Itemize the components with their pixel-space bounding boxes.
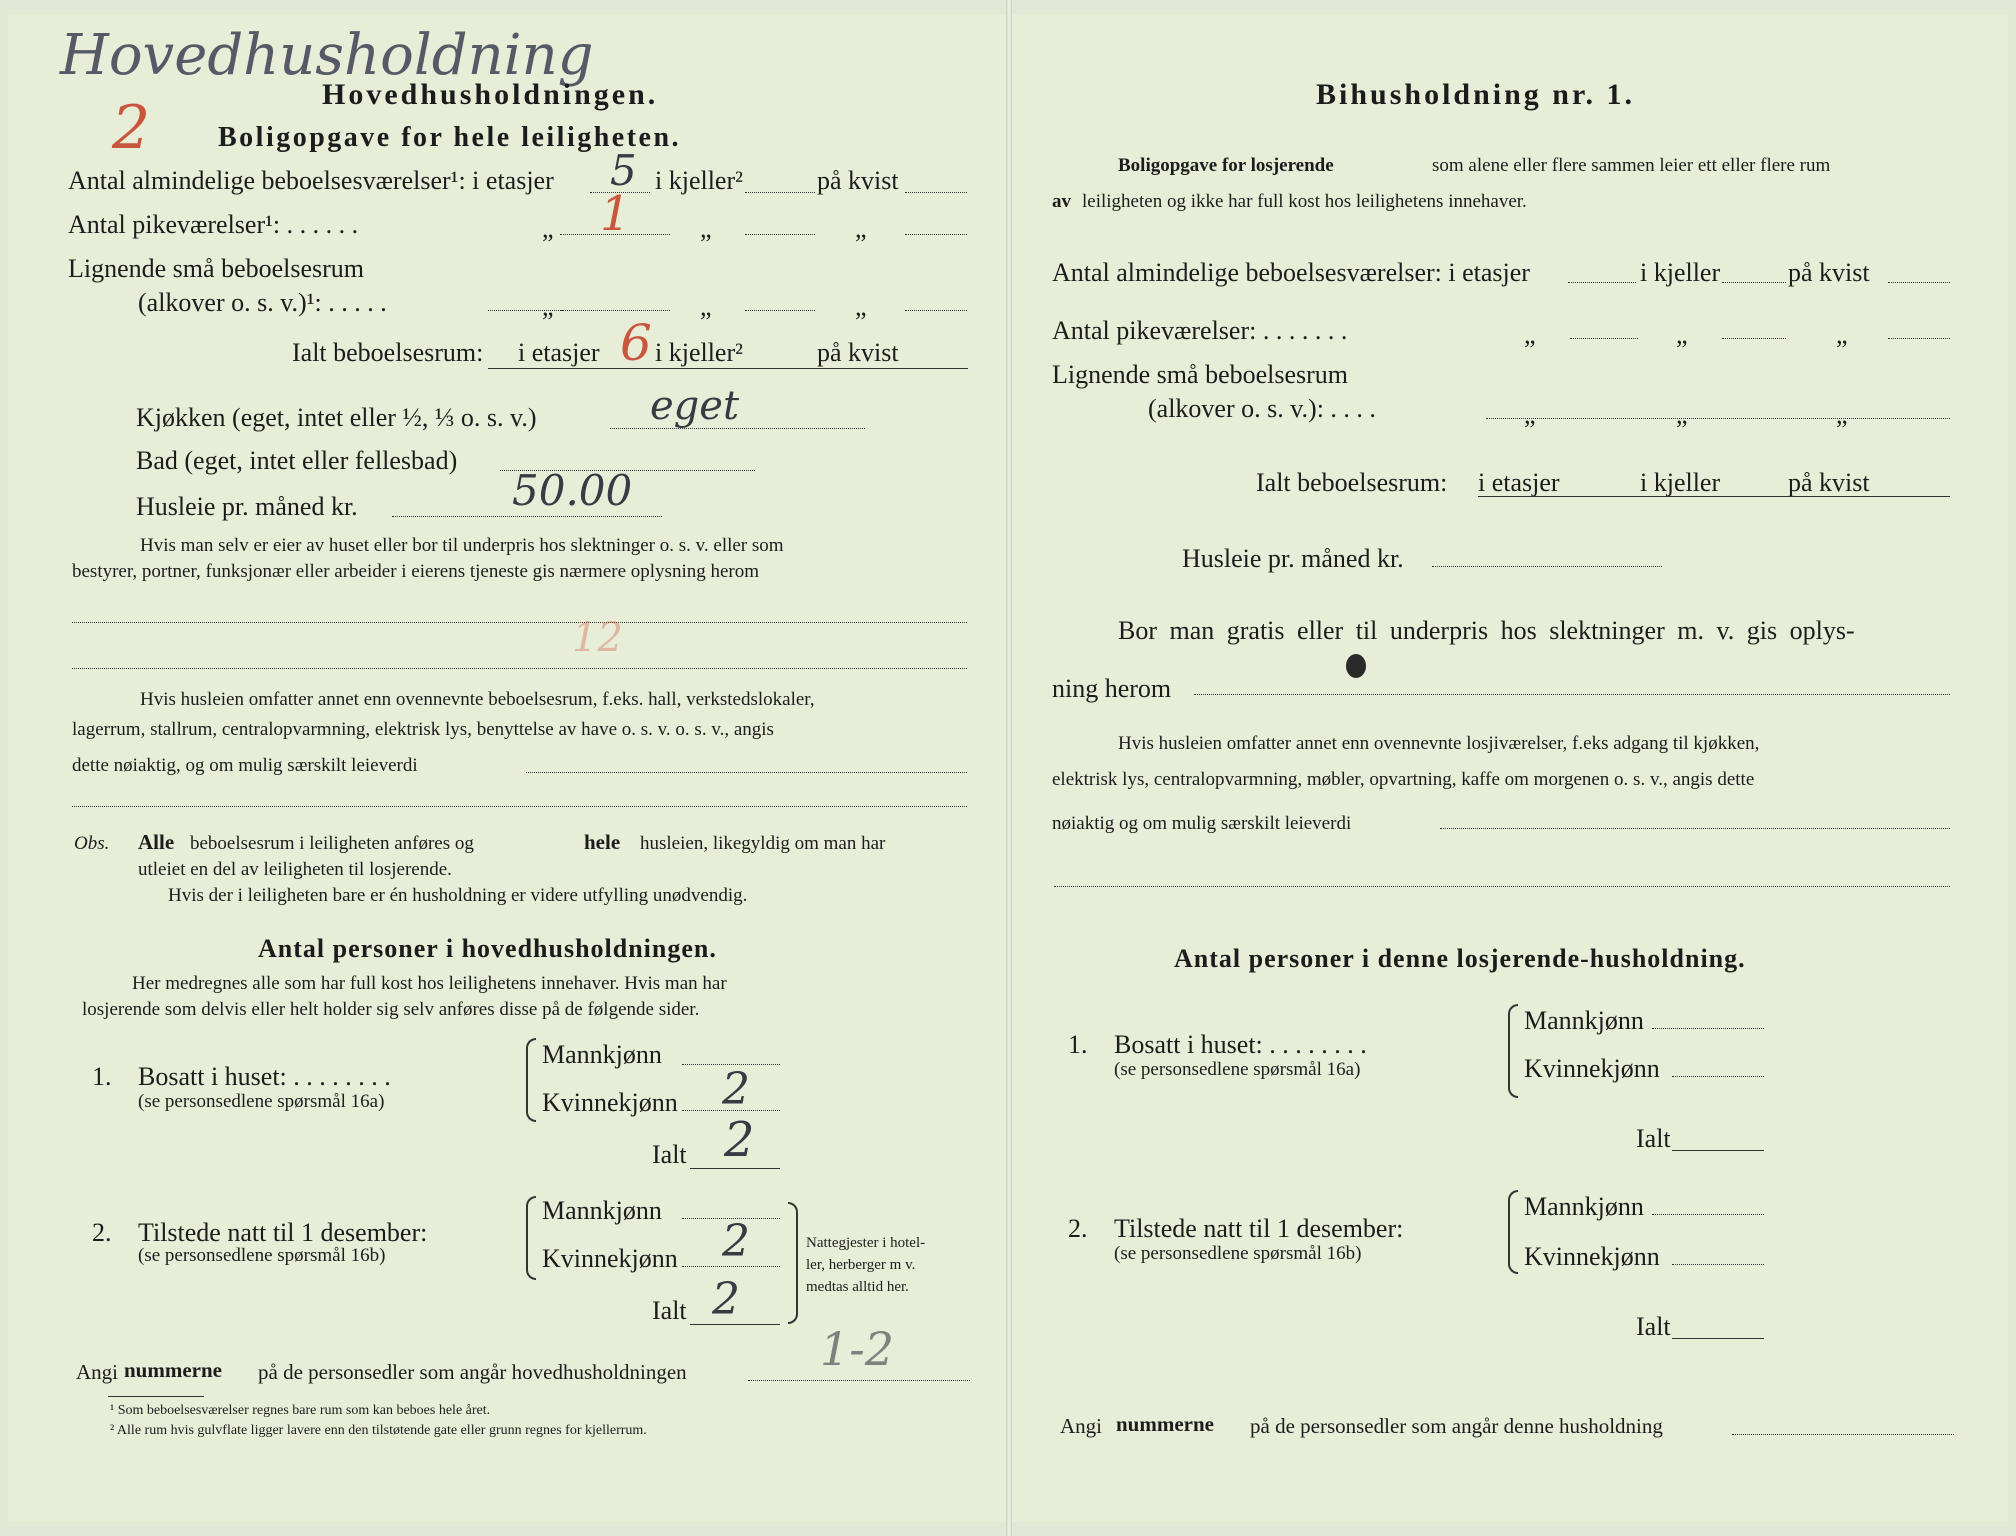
handwritten-number: 2	[112, 93, 151, 163]
ditto-mark: „	[1676, 400, 1688, 429]
right-q2-sublabel: (se personsedlene spørsmål 16b)	[1114, 1243, 1362, 1264]
maid-rooms-value: 1	[600, 186, 631, 242]
right-page-title: Bihusholdning nr. 1.	[1316, 78, 1636, 111]
right-total-underline	[1478, 496, 1950, 497]
right-total-label: Ialt beboelsesrum:	[1256, 468, 1448, 497]
small-rooms-kvist-field[interactable]	[905, 310, 967, 311]
kjeller-label: i kjeller²	[655, 338, 743, 367]
right-extra-field[interactable]	[1440, 828, 1950, 829]
owner-field[interactable]	[72, 622, 967, 623]
page-fold	[1006, 0, 1012, 1536]
q2-female-label: Kvinnekjønn	[542, 1244, 678, 1273]
obs-bold-2: hele	[584, 830, 621, 854]
extra-note-3: dette nøiaktig, og om mulig særskilt leieverdi	[72, 755, 418, 776]
ditto-mark: „	[855, 214, 867, 243]
right-small-rooms-label: Lignende små beboelsesrum	[1052, 360, 1349, 389]
right-numbers-label: Angi	[1060, 1414, 1102, 1438]
q1-number: 1.	[92, 1062, 112, 1091]
right-q2-female-field[interactable]	[1672, 1264, 1764, 1265]
total-rooms-label: Ialt beboelsesrum:	[292, 338, 484, 367]
right-total-kvist-label: på kvist	[1788, 468, 1870, 497]
kjeller-field[interactable]	[745, 192, 815, 193]
total-floor-value: 6	[620, 314, 652, 372]
right-intro-2: leiligheten og ikke har full kost hos leilighetens innehaver.	[1082, 191, 1527, 212]
persons-note: Her medregnes alle som har full kost hos leilighetens innehaver. Hvis man har	[132, 973, 727, 994]
night-note-3: medtas alltid her.	[806, 1279, 909, 1295]
q1-female-value: 2	[722, 1064, 750, 1115]
rent-value: 50.00	[512, 466, 633, 515]
right-q2-female-label: Kvinnekjønn	[1524, 1242, 1660, 1271]
ditto-mark: „	[1676, 320, 1688, 349]
q2-number: 2.	[92, 1218, 112, 1247]
right-q1-brace	[1508, 1004, 1518, 1098]
rent-label: Husleie pr. måned kr.	[136, 492, 358, 521]
rooms-label: Antal almindelige beboelsesværelser¹: i etasjer	[68, 166, 554, 195]
maid-rooms-label: Antal pikeværelser¹: . . . . . .	[68, 210, 359, 239]
kvist-field[interactable]	[905, 192, 967, 193]
extra-field[interactable]	[526, 772, 967, 773]
total-floor-label: i etasjer	[518, 338, 600, 367]
right-numbers-label-bold: nummerne	[1116, 1412, 1214, 1436]
rent-field[interactable]	[392, 516, 662, 517]
q1-total-value: 2	[724, 1112, 755, 1168]
maid-kvist-field[interactable]	[905, 234, 967, 235]
right-q2-male-field[interactable]	[1652, 1214, 1764, 1215]
ditto-mark: „	[1836, 400, 1848, 429]
q2-total-value: 2	[712, 1274, 740, 1325]
right-intro-bold-2: av	[1052, 191, 1071, 212]
right-q1-female-label: Kvinnekjønn	[1524, 1054, 1660, 1083]
right-rent-field[interactable]	[1432, 566, 1662, 567]
small-rooms-floor-field-2[interactable]	[560, 310, 670, 311]
right-extra-field-2[interactable]	[1054, 886, 1950, 887]
right-free-field[interactable]	[1194, 694, 1950, 695]
right-intro: som alene eller flere sammen leier ett eller flere rum	[1432, 155, 1831, 176]
ditto-mark: „	[1524, 400, 1536, 429]
margin-mark: 12	[572, 615, 623, 661]
right-page	[1012, 14, 2008, 1522]
q1-male-label: Mannkjønn	[542, 1040, 662, 1069]
small-rooms-label-2: (alkover o. s. v.)¹: . . . . .	[138, 288, 387, 317]
footnote: ¹ Som beboelsesværelser regnes bare rum som kan beboes hele året.	[110, 1403, 491, 1418]
owner-note-2: bestyrer, portner, funksjonær eller arbeider i eierens tjeneste gis nærmere oplysning herom	[72, 561, 760, 582]
right-persons-title: Antal personer i denne losjerende-husholdning.	[1174, 944, 1746, 973]
night-note-2: ler, herberger m v.	[806, 1257, 916, 1273]
right-q1-male-field[interactable]	[1652, 1028, 1764, 1029]
right-total-kjeller-label: i kjeller	[1640, 468, 1721, 497]
right-total-floor-label: i etasjer	[1478, 468, 1560, 497]
right-q1-sublabel: (se personsedlene spørsmål 16a)	[1114, 1059, 1361, 1080]
right-q1-total-label: Ialt	[1636, 1124, 1671, 1153]
obs-label: Obs.	[74, 833, 110, 854]
numbers-label: Angi	[76, 1360, 118, 1384]
right-numbers-field[interactable]	[1732, 1434, 1954, 1435]
footnote-rule	[108, 1396, 204, 1397]
owner-note: Hvis man selv er eier av huset eller bor til underpris hos slektninger o. s. v. eller som	[140, 535, 784, 556]
right-kjeller-label: i kjeller	[1640, 258, 1721, 287]
right-q1-label: Bosatt i huset: . . . . . . . .	[1114, 1030, 1367, 1059]
right-rent-label: Husleie pr. måned kr.	[1182, 544, 1404, 573]
right-extra-note-3: nøiaktig og om mulig særskilt leieverdi	[1052, 813, 1352, 834]
right-q1-total-field[interactable]	[1672, 1150, 1764, 1151]
right-extra-note-2: elektrisk lys, centralopvarmning, møbler, opvartning, kaffe om morgenen o. s. v., angis dette	[1052, 769, 1755, 790]
page-subtitle: Boligopgave for hele leiligheten.	[218, 122, 682, 153]
right-q2-total-field[interactable]	[1672, 1338, 1764, 1339]
bath-label: Bad (eget, intet eller fellesbad)	[136, 446, 458, 475]
small-rooms-kjeller-field[interactable]	[745, 310, 815, 311]
page-title: Hovedhusholdningen.	[322, 78, 659, 111]
ditto-mark: „	[700, 292, 712, 321]
ditto-mark: „	[700, 214, 712, 243]
kvist-label: på kvist	[817, 338, 899, 367]
ditto-mark: „	[855, 292, 867, 321]
q2-sublabel: (se personsedlene spørsmål 16b)	[138, 1245, 386, 1266]
right-maid-kjeller-field[interactable]	[1722, 338, 1786, 339]
q1-sublabel: (se personsedlene spørsmål 16a)	[138, 1091, 385, 1112]
numbers-value: 1-2	[820, 1322, 895, 1376]
right-kvist-field[interactable]	[1888, 282, 1950, 283]
night-note: Nattegjester i hotel-	[806, 1235, 926, 1251]
maid-kjeller-field[interactable]	[745, 234, 815, 235]
persons-title: Antal personer i hovedhusholdningen.	[258, 934, 717, 963]
right-q1-number: 1.	[1068, 1030, 1088, 1059]
numbers-field[interactable]	[748, 1380, 970, 1381]
owner-field-2[interactable]	[72, 668, 967, 669]
footnote-2: ² Alle rum hvis gulvflate ligger lavere enn den tilstøtende gate eller grunn regnes for kjellerrum.	[110, 1423, 647, 1438]
obs-text-4: Hvis der i leiligheten bare er én husholdning er videre utfylling unødvendig.	[168, 885, 748, 906]
right-q1-male-label: Mannkjønn	[1524, 1006, 1644, 1035]
q2-female-value: 2	[722, 1216, 750, 1267]
kitchen-value: eget	[650, 383, 740, 429]
ditto-mark: „	[1524, 320, 1536, 349]
extra-note-2: lagerrum, stallrum, centralopvarmning, elektrisk lys, benyttelse av have o. s. v. o. s. v., angis	[72, 719, 774, 740]
small-rooms-label: Lignende små beboelsesrum	[68, 254, 365, 283]
q1-label: Bosatt i huset: . . . . . . . .	[138, 1062, 391, 1091]
q2-brace	[526, 1196, 536, 1280]
right-numbers-label-2: på de personsedler som angår denne husholdning	[1250, 1414, 1663, 1438]
right-rooms-label: Antal almindelige beboelsesværelser: i etasjer	[1052, 258, 1530, 287]
right-maid-kvist-field[interactable]	[1888, 338, 1950, 339]
right-small-rooms-field[interactable]	[1486, 418, 1950, 419]
right-rooms-floor-field[interactable]	[1568, 282, 1636, 283]
numbers-label-bold: nummerne	[124, 1358, 222, 1382]
right-q1-female-field[interactable]	[1672, 1076, 1764, 1077]
q1-total-label: Ialt	[652, 1140, 687, 1169]
ditto-mark: „	[542, 292, 554, 321]
right-q2-male-label: Mannkjønn	[1524, 1192, 1644, 1221]
right-q2-total-label: Ialt	[1636, 1312, 1671, 1341]
right-q2-number: 2.	[1068, 1214, 1088, 1243]
right-extra-note: Hvis husleien omfatter annet enn ovennevnte losjiværelser, f.eks adgang til kjøkken,	[1118, 733, 1760, 754]
obs-text-3: utleiet en del av leiligheten til losjerende.	[138, 859, 452, 880]
q2-male-label: Mannkjønn	[542, 1196, 662, 1225]
kjeller-label: i kjeller²	[655, 166, 743, 195]
right-intro-bold: Boligopgave for losjerende	[1118, 155, 1334, 176]
q2-label: Tilstede natt til 1 desember:	[138, 1218, 428, 1247]
extra-note: Hvis husleien omfatter annet enn ovennevnte beboelsesrum, f.eks. hall, verkstedslokaler,	[140, 689, 815, 710]
q1-female-label: Kvinnekjønn	[542, 1088, 678, 1117]
right-small-rooms-label-2: (alkover o. s. v.): . . . .	[1148, 394, 1376, 423]
numbers-label-2: på de personsedler som angår hovedhusholdningen	[258, 1360, 687, 1384]
right-maid-label: Antal pikeværelser: . . . . . . .	[1052, 316, 1348, 345]
kitchen-label: Kjøkken (eget, intet eller ½, ⅓ o. s. v.)	[136, 403, 537, 432]
right-kjeller-field[interactable]	[1722, 282, 1786, 283]
obs-text: beboelsesrum i leiligheten anføres og	[190, 833, 474, 854]
right-free-note: Bor man gratis eller til underpris hos slektninger m. v. gis oplys-	[1118, 616, 1855, 645]
q1-total-field[interactable]	[690, 1168, 780, 1169]
ditto-mark: „	[1836, 320, 1848, 349]
right-kvist-label: på kvist	[1788, 258, 1870, 287]
persons-note-2: losjerende som delvis eller helt holder sig selv anføres disse på de følgende sider.	[82, 999, 700, 1020]
q2-total-label: Ialt	[652, 1296, 687, 1325]
ink-blot	[1346, 654, 1366, 678]
q2-brace-right	[788, 1202, 798, 1324]
obs-text-2: husleien, likegyldig om man har	[640, 833, 886, 854]
obs-bold-1: Alle	[138, 830, 175, 854]
right-q2-brace	[1508, 1190, 1518, 1274]
right-maid-floor-field[interactable]	[1570, 338, 1638, 339]
total-underline	[488, 368, 968, 369]
right-free-note-2: ning herom	[1052, 674, 1172, 703]
handwritten-annotation: Hovedhusholdning	[60, 23, 594, 88]
rooms-floor-value: 5	[610, 146, 637, 195]
kvist-label: på kvist	[817, 166, 899, 195]
right-q2-label: Tilstede natt til 1 desember:	[1114, 1214, 1404, 1243]
ditto-mark: „	[542, 214, 554, 243]
q1-brace	[526, 1038, 536, 1122]
extra-field-2[interactable]	[72, 806, 967, 807]
